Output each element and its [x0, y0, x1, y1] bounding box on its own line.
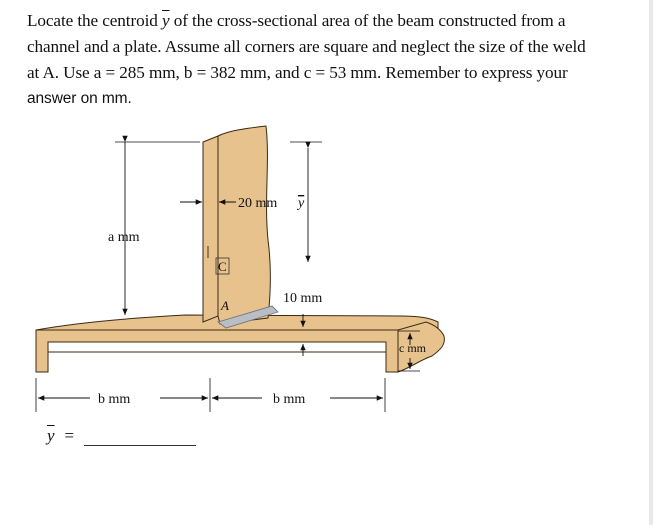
- answer-equals: =: [64, 426, 75, 445]
- label-20mm: 20 mm: [238, 196, 278, 211]
- label-A: A: [221, 298, 229, 313]
- problem-line-2: channel and a plate. Assume all corners are square and neglect the size of the weld: [27, 37, 586, 56]
- answer-blank[interactable]: [84, 429, 196, 446]
- problem-line-4: answer on mm.: [27, 90, 132, 107]
- right-edge: [649, 0, 653, 525]
- label-ybar: y: [298, 196, 305, 211]
- label-b-right: b mm: [273, 392, 306, 407]
- label-C: C: [218, 259, 227, 274]
- label-10mm: 10 mm: [283, 291, 323, 306]
- label-b-left: b mm: [98, 392, 131, 407]
- vertical-plate: [203, 126, 270, 324]
- problem-line-1: Locate the centroid $\overline{y}$ of the cross-sectional area of the beam constructed from a: [27, 11, 566, 30]
- label-c: c mm: [399, 341, 426, 355]
- problem-line-3: at A. Use a = 285 mm, b = 382 mm, and c = 53 mm. Remember to express your: [27, 63, 568, 82]
- label-a: a mm: [108, 230, 140, 245]
- ybar-symbol: $\overline{y}$: [161, 11, 170, 30]
- answer-variable: $\overline{y}$: [47, 426, 55, 445]
- answer-row: [47, 426, 196, 446]
- channel-left-lip: [36, 330, 398, 372]
